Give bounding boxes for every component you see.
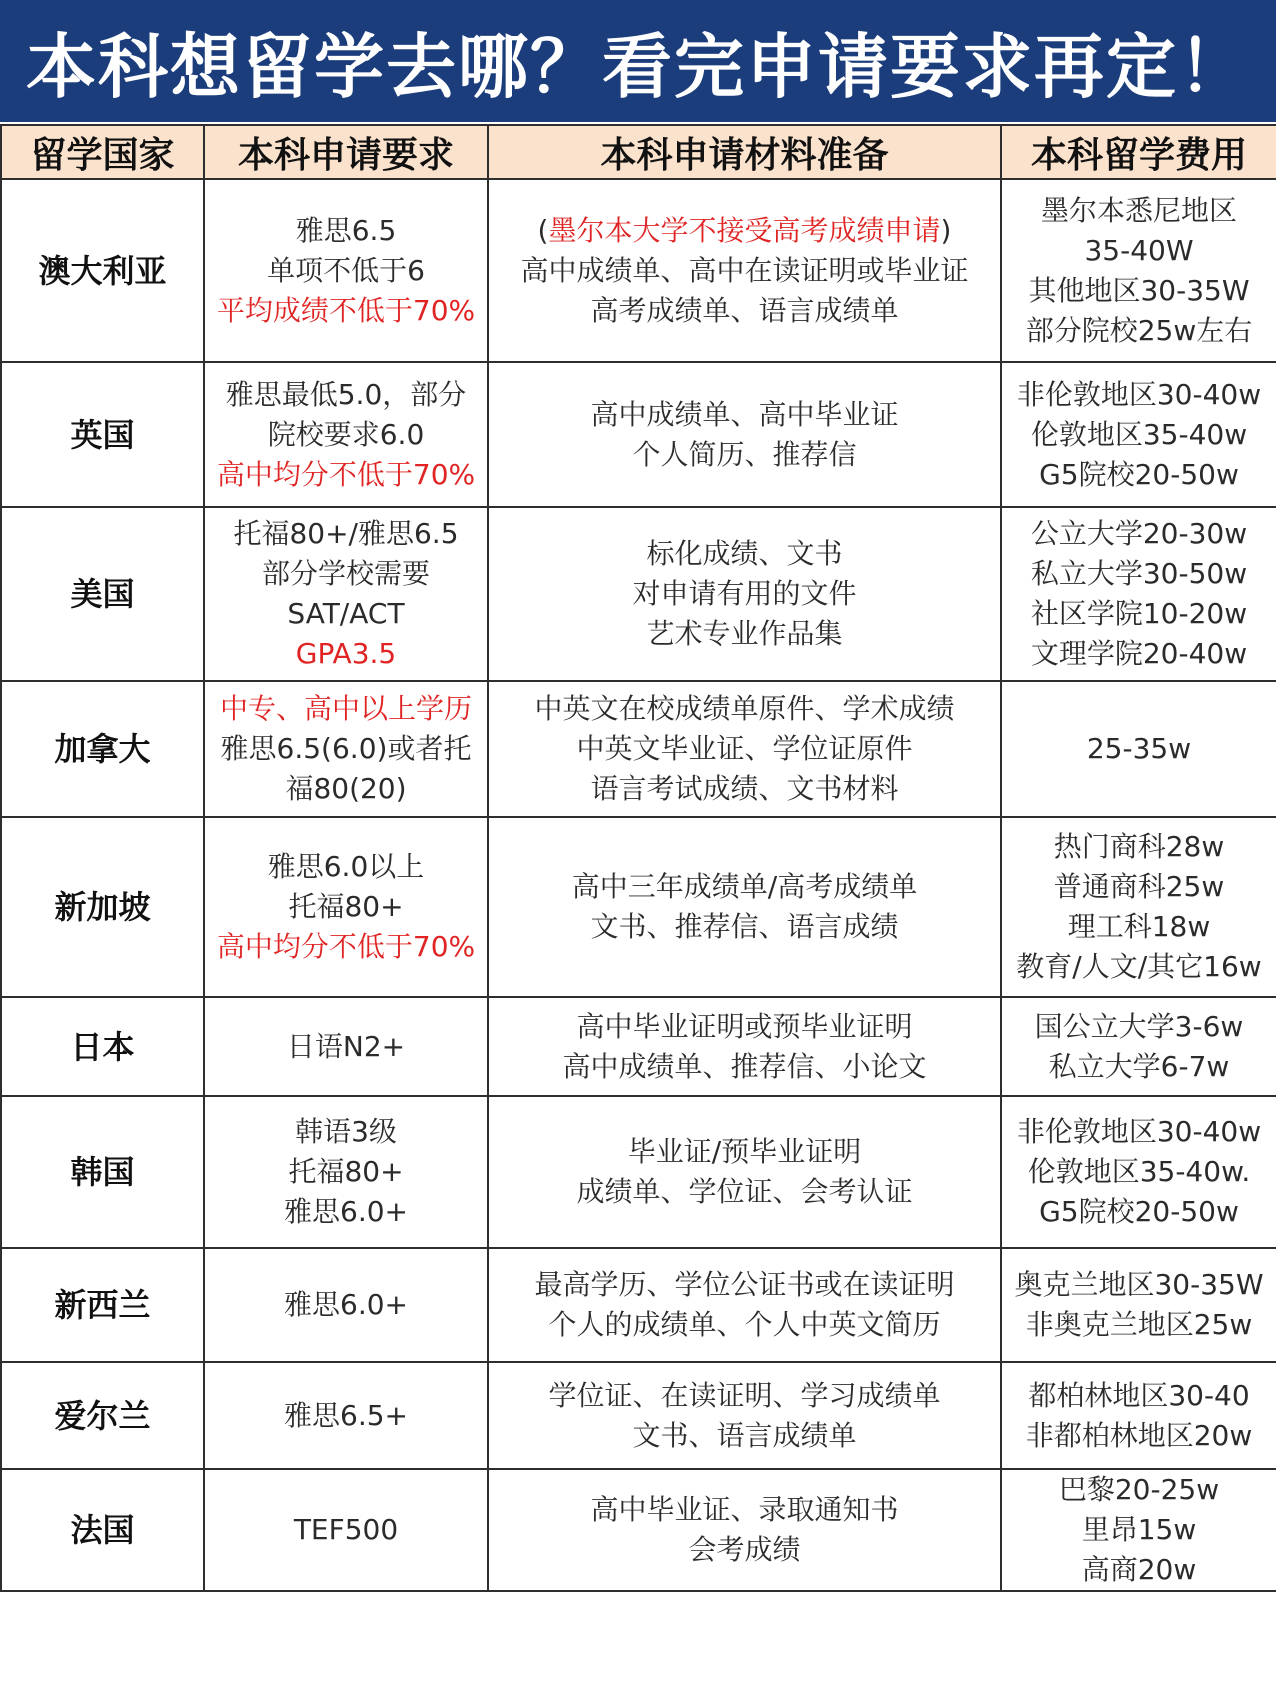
materials-note-segment: ( — [537, 213, 549, 247]
requirement-line: 部分学校需要 — [261, 557, 430, 590]
material-line: 中英文在校成绩单原件、学术成绩 — [534, 692, 955, 725]
requirement-line: 雅思最低5.0，部分 — [225, 377, 467, 411]
materials-cell — [488, 817, 1001, 997]
table-row — [1, 997, 1276, 1096]
requirement-line: 雅思6.5+ — [284, 1398, 408, 1432]
requirements-cell — [204, 1096, 488, 1248]
table-row — [1, 507, 1276, 681]
materials-cell — [488, 1096, 1001, 1248]
table-row — [1, 179, 1276, 362]
fee-line: 部分院校25w左右 — [1025, 313, 1253, 347]
fee-line: 巴黎20-25w — [1058, 1473, 1220, 1506]
requirement-line: 中专、高中以上学历 — [219, 692, 472, 725]
fee-line: 公立大学20-30w — [1030, 517, 1248, 550]
page-title: 本科想留学去哪？看完申请要求再定！ — [0, 0, 1276, 122]
fees-cell — [1001, 1096, 1276, 1248]
requirement-line: 托福80+ — [288, 890, 404, 923]
requirements-cell — [204, 1362, 488, 1469]
country-cell: 日本 — [1, 997, 204, 1096]
country-cell: 美国 — [1, 507, 204, 681]
material-line: 会考成绩 — [688, 1533, 801, 1566]
material-line: 高中成绩单、高中毕业证 — [590, 397, 899, 431]
requirements-cell — [204, 1469, 488, 1591]
fee-line: 教育/人文/其它16w — [1016, 950, 1262, 983]
requirement-line: 雅思6.0+ — [284, 1288, 408, 1321]
header-materials: 本科申请材料准备 — [488, 125, 1001, 179]
requirement-line: 单项不低于6 — [267, 253, 425, 287]
requirements-cell — [204, 817, 488, 997]
materials-cell — [488, 1362, 1001, 1469]
fee-line: 热门商科28w — [1053, 830, 1225, 863]
fee-line: 普通商科25w — [1053, 870, 1225, 903]
table-row — [1, 681, 1276, 817]
fees-cell — [1001, 681, 1276, 817]
fee-line: 私立大学6-7w — [1048, 1049, 1230, 1083]
materials-note-line — [493, 211, 996, 251]
requirement-line: 院校要求6.0 — [267, 417, 425, 451]
materials-cell — [488, 179, 1001, 362]
requirement-line: SAT/ACT — [287, 597, 405, 630]
material-line: 高中毕业证、录取通知书 — [590, 1493, 899, 1526]
country-cell: 爱尔兰 — [1, 1362, 204, 1469]
requirement-line: 平均成绩不低于70% — [216, 293, 476, 327]
requirements-cell — [204, 507, 488, 681]
fees-cell — [1001, 817, 1276, 997]
requirements-cell — [204, 1248, 488, 1362]
header-fees: 本科留学费用 — [1001, 125, 1276, 179]
fees-cell — [1001, 362, 1276, 507]
requirement-line: 韩语3级 — [295, 1115, 397, 1148]
fee-line: 私立大学30-50w — [1030, 557, 1248, 590]
materials-cell — [488, 507, 1001, 681]
fee-line: 伦敦地区35-40w — [1030, 417, 1248, 451]
country-cell: 新西兰 — [1, 1248, 204, 1362]
fee-line: 理工科18w — [1067, 910, 1211, 943]
header-country: 留学国家 — [1, 125, 204, 179]
requirement-line: 雅思6.0以上 — [267, 850, 425, 883]
fee-line: 伦敦地区35-40w. — [1027, 1155, 1251, 1188]
material-line: 文书、语言成绩单 — [632, 1418, 857, 1452]
requirements-cell — [204, 179, 488, 362]
requirements-cell — [204, 997, 488, 1096]
fees-cell — [1001, 1248, 1276, 1362]
requirements-cell — [204, 362, 488, 507]
fee-line: 墨尔本悉尼地区 — [1040, 193, 1237, 227]
table-row — [1, 362, 1276, 507]
material-line: 标化成绩、文书 — [646, 537, 843, 570]
fees-cell — [1001, 507, 1276, 681]
requirement-line: 托福80+ — [288, 1155, 404, 1188]
header-requirements: 本科申请要求 — [204, 125, 488, 179]
materials-note-segment: ) — [940, 213, 952, 247]
fee-line: 国公立大学3-6w — [1034, 1009, 1244, 1043]
table-row — [1, 817, 1276, 997]
requirement-line: 福80(20) — [285, 772, 407, 805]
fee-line: 25-35w — [1086, 732, 1192, 765]
material-line: 对申请有用的文件 — [632, 577, 857, 610]
fee-line: 35-40W — [1084, 233, 1194, 267]
materials-cell — [488, 362, 1001, 507]
fee-line: G5院校20-50w — [1039, 1195, 1239, 1228]
material-line: 最高学历、学位公证书或在读证明 — [534, 1268, 955, 1301]
fee-line: 高商20w — [1081, 1553, 1197, 1586]
table-header-row — [1, 125, 1276, 179]
country-cell: 英国 — [1, 362, 204, 507]
material-line: 语言考试成绩、文书材料 — [590, 772, 899, 805]
table-row — [1, 1248, 1276, 1362]
fee-line: 非伦敦地区30-40w — [1016, 377, 1262, 411]
materials-cell — [488, 1469, 1001, 1591]
material-line: 艺术专业作品集 — [646, 617, 843, 650]
fee-line: 奥克兰地区30-35W — [1014, 1268, 1264, 1301]
fees-cell — [1001, 997, 1276, 1096]
fee-line: 非奥克兰地区25w — [1025, 1308, 1253, 1341]
requirement-line: 雅思6.5(6.0)或者托 — [220, 732, 472, 765]
fee-line: 文理学院20-40w — [1030, 637, 1248, 670]
requirement-line: 托福80+/雅思6.5 — [233, 517, 459, 550]
requirement-line: 雅思6.0+ — [284, 1195, 408, 1228]
material-line: 中英文毕业证、学位证原件 — [576, 732, 913, 765]
fee-line: 非伦敦地区30-40w — [1016, 1115, 1262, 1148]
material-line: 高中成绩单、高中在读证明或毕业证 — [520, 253, 969, 287]
requirement-line: 日语N2+ — [286, 1029, 406, 1063]
material-line: 成绩单、学位证、会考认证 — [576, 1175, 913, 1208]
fees-cell — [1001, 179, 1276, 362]
study-abroad-table — [0, 124, 1276, 1592]
country-cell: 澳大利亚 — [1, 179, 204, 362]
country-cell: 韩国 — [1, 1096, 204, 1248]
requirement-line: 高中均分不低于70% — [216, 457, 476, 491]
fee-line: 非都柏林地区20w — [1025, 1418, 1253, 1452]
material-line: 学位证、在读证明、学习成绩单 — [548, 1378, 941, 1412]
fees-cell — [1001, 1469, 1276, 1591]
material-line: 文书、推荐信、语言成绩 — [590, 910, 899, 943]
material-line: 毕业证/预毕业证明 — [627, 1135, 862, 1168]
table-row — [1, 1362, 1276, 1469]
materials-cell — [488, 997, 1001, 1096]
material-line: 高中三年成绩单/高考成绩单 — [571, 870, 918, 903]
materials-note-segment: 墨尔本大学不接受高考成绩申请 — [548, 213, 941, 247]
material-line: 高考成绩单、语言成绩单 — [590, 293, 899, 327]
material-line: 个人简历、推荐信 — [632, 437, 857, 471]
material-line: 高中毕业证明或预毕业证明 — [576, 1009, 913, 1043]
materials-cell — [488, 1248, 1001, 1362]
table-row — [1, 1469, 1276, 1591]
country-cell: 加拿大 — [1, 681, 204, 817]
country-cell: 法国 — [1, 1469, 204, 1591]
fee-line: 里昂15w — [1081, 1513, 1197, 1546]
requirement-line: 高中均分不低于70% — [216, 930, 476, 963]
requirement-line: 雅思6.5 — [295, 213, 397, 247]
requirement-line: TEF500 — [293, 1513, 399, 1546]
requirement-line: GPA3.5 — [295, 637, 397, 670]
table-row — [1, 1096, 1276, 1248]
fee-line: 社区学院10-20w — [1030, 597, 1248, 630]
fees-cell — [1001, 1362, 1276, 1469]
country-cell: 新加坡 — [1, 817, 204, 997]
fee-line: 都柏林地区30-40 — [1028, 1378, 1250, 1412]
material-line: 高中成绩单、推荐信、小论文 — [562, 1049, 927, 1083]
fee-line: 其他地区30-35W — [1028, 273, 1250, 307]
fee-line: G5院校20-50w — [1039, 457, 1239, 491]
requirements-cell — [204, 681, 488, 817]
materials-cell — [488, 681, 1001, 817]
material-line: 个人的成绩单、个人中英文简历 — [548, 1308, 941, 1341]
